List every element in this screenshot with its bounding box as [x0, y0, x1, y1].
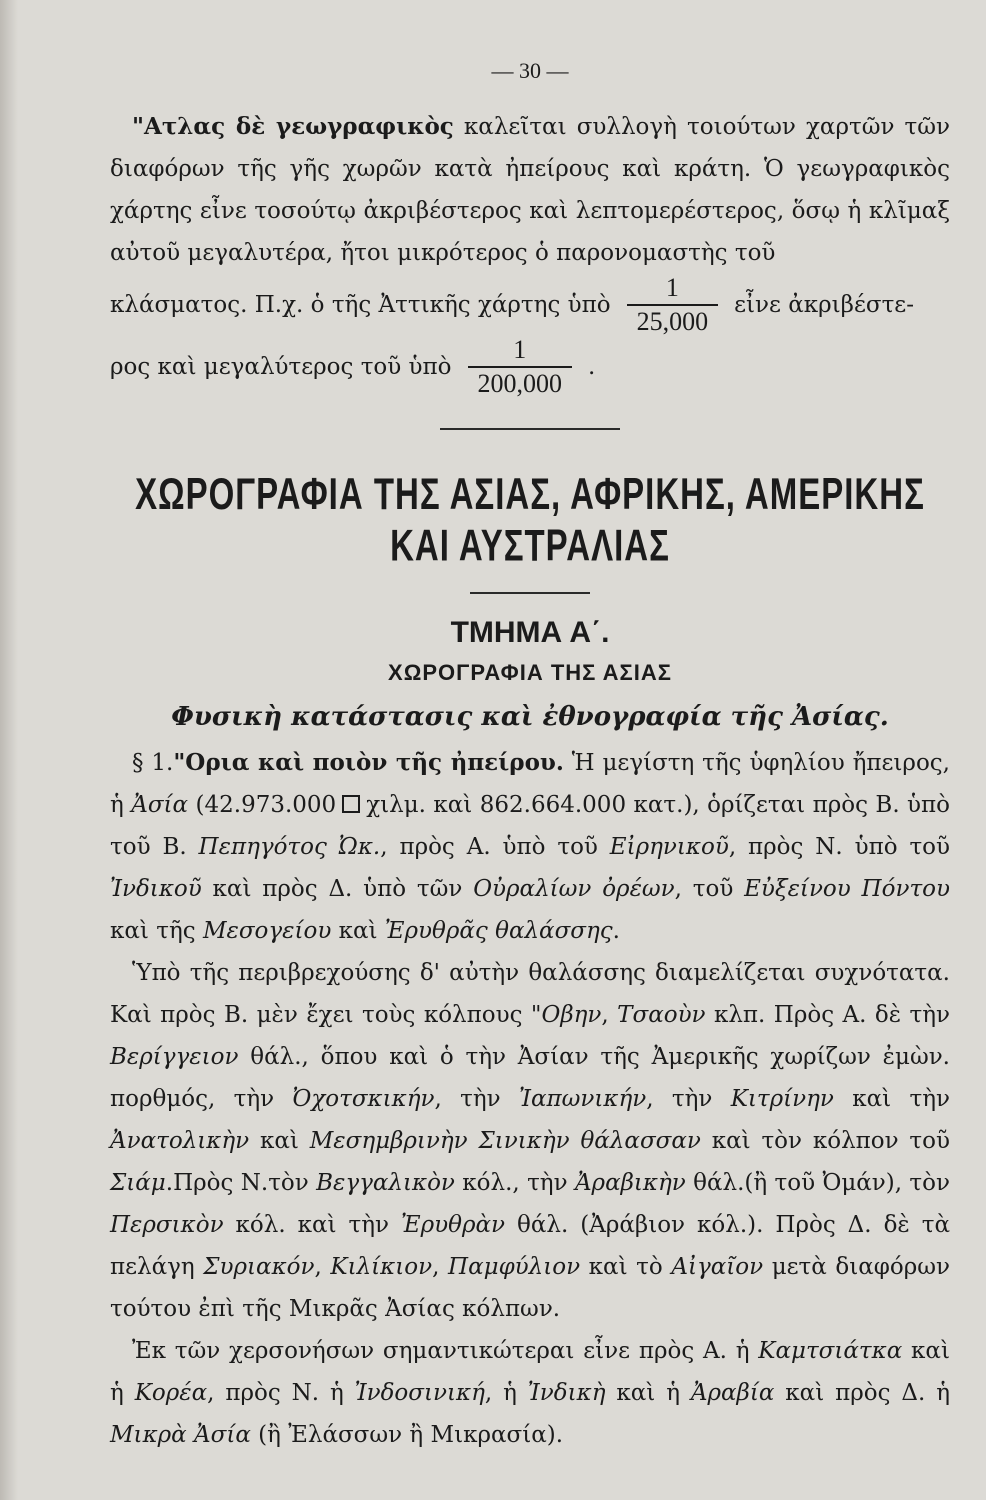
italic-run: Καμτσιάτκα: [758, 1338, 903, 1364]
text-run: καὶ τὴν: [833, 1086, 951, 1112]
fraction-a: [627, 274, 719, 336]
paragraph-3: [110, 1330, 950, 1456]
italic-run: Ὠκ.: [338, 834, 381, 860]
text-run: καὶ: [249, 1128, 310, 1154]
italic-run: Ἐρυθρᾶς θαλάσσης: [384, 918, 613, 944]
text-run: καὶ: [331, 918, 385, 944]
text-run: καὶ τὸ: [580, 1254, 672, 1280]
text-run: , πρὸς Ν. ἡ: [207, 1380, 355, 1406]
text-run: κλπ. Πρὸς Α. δὲ τὴν: [705, 1002, 950, 1028]
italic-run: Μεσογείου: [202, 918, 332, 944]
text-run: ,: [432, 1254, 449, 1280]
page-content: [110, 58, 950, 1456]
text-run: κόλ., τὴν: [454, 1170, 575, 1196]
page-edge-shadow: [0, 0, 18, 1500]
text-run: Ἐκ τῶν χερσονήσων σημαντικώτεραι εἶνε πρὸς Α. ἡ: [132, 1338, 759, 1364]
italic-run: Μικρὰ Ἀσία: [110, 1422, 251, 1448]
italic-run: Αἰγαῖον: [671, 1254, 764, 1280]
fraction-a-suffix: εἶνε ἀκριβέστε-: [734, 292, 914, 318]
italic-run: Κορέα: [134, 1380, 208, 1406]
fraction-b: [468, 336, 573, 398]
text-run: Ἡ μεγίστη τῆς ὑφηλίου ἤπειρος, ἡ: [110, 750, 950, 818]
text-run: [327, 834, 339, 860]
italic-run: Ἰνδικὴ: [527, 1380, 606, 1406]
italic-run: Ἀραβικὴν: [574, 1170, 686, 1196]
fraction-a-numerator: 1: [665, 273, 679, 302]
text-run: ,: [601, 1002, 618, 1028]
text-run: (42.973.000: [188, 792, 337, 818]
text-run: καὶ ἡ: [605, 1380, 691, 1406]
italic-run: Οὐραλίων ὀρέων: [473, 876, 675, 902]
italic-run: Τσαοὺν: [617, 1002, 706, 1028]
atlas-term: "Ατλας δὲ γεωγραφικὸς: [132, 113, 454, 140]
italic-run: Συριακόν: [203, 1254, 315, 1280]
fraction-b-denominator: 200,000: [468, 366, 573, 398]
italic-run: Ἰνδικοῦ: [110, 876, 202, 902]
text-run: καὶ τὸν κόλπον τοῦ: [700, 1128, 950, 1154]
intro-paragraph: [110, 106, 950, 274]
italic-run: Ἀραβία: [690, 1380, 775, 1406]
square-symbol-icon: [342, 795, 360, 813]
divider-rule-middle: [470, 592, 590, 594]
italic-run: Ἀνατολικὴν: [110, 1128, 250, 1154]
italic-run: Παμφύλιον: [448, 1254, 581, 1280]
italic-run: Βεγγαλικὸν: [316, 1170, 455, 1196]
italic-run: Περσικὸν: [110, 1212, 224, 1238]
paragraph-1-heading: "Ορια καὶ ποιὸν τῆς ἠπείρου.: [173, 749, 564, 776]
subsection-title: ΧΩΡΟΓΡΑΦΙΑ ΤΗΣ ΑΣΙΑΣ: [388, 660, 672, 685]
italic-run: Ἐρυθρὰν: [401, 1212, 506, 1238]
intro-text: καλεῖται συλλογὴ τοιούτων χαρτῶν τῶν διαφόρων τῆς γῆς χωρῶν κατὰ ἠπείρους καὶ κράτη. Ὁ γεωγραφικὸς χάρτης εἶνε τοσούτῳ ἀκριβέστερος καὶ λεπτομερέστερος, ὅσῳ ἡ κλῖμαξ αὐτοῦ μεγαλυτέρα, ἤτοι μικρότερος ὁ παρονομαστὴς τοῦ: [110, 114, 950, 266]
text-run: , πρὸς Α. ὑπὸ τοῦ: [380, 834, 610, 860]
fraction-b-numerator: 1: [513, 335, 527, 364]
text-run: καὶ πρὸς Δ. ὑπὸ τῶν: [201, 876, 474, 902]
italic-run: Ἰαπωνικήν: [518, 1086, 647, 1112]
italic-run: Κιλίκιον: [330, 1254, 433, 1280]
fraction-a-prefix: κλάσματος. Π.χ. ὁ τῆς Ἀττικῆς χάρτης ὑπὸ: [110, 292, 611, 318]
text-run: ,: [314, 1254, 331, 1280]
italic-run: Εὐξείνου Πόντου: [744, 876, 950, 902]
fraction-a-denominator: 25,000: [627, 304, 719, 336]
text-run: (ἢ Ἐλάσσων ἢ Μικρασία).: [250, 1422, 564, 1448]
italic-run: Πεπηγότος: [198, 834, 327, 860]
text-run: , τοῦ: [674, 876, 745, 902]
page-number: — 30 —: [491, 58, 569, 83]
text-run: θάλ.(ἢ τοῦ Ὀμάν), τὸν: [685, 1170, 950, 1196]
italic-run: Σιάμ: [110, 1170, 166, 1196]
italic-run: Εἰρηνικοῦ: [609, 834, 729, 860]
text-run: θάλ., ὅπου καὶ ὁ τὴν Ἀσίαν τῆς Ἀμερικῆς χωρίζων ἐμὼν. πορθμός, τὴν: [110, 1044, 950, 1112]
text-run: μετὰ διαφόρων τούτου ἐπὶ τῆς Μικρᾶς Ἀσίας κόλπων.: [110, 1254, 951, 1322]
italic-run: Ἀσία: [131, 792, 189, 818]
text-run: , τὴν: [434, 1086, 519, 1112]
text-run: χιλμ. καὶ 862.664.000 κατ.), ὁρίζεται πρὸς Β. ὑπὸ τοῦ Β.: [110, 792, 950, 860]
text-run: κόλ. καὶ τὴν: [223, 1212, 402, 1238]
text-run: Ὑπὸ τῆς περιβρεχούσης δ' αὐτὴν θαλάσσης διαμελίζεται συχνότατα. Καὶ πρὸς Β. μὲν ἔχει τοὺς κόλπους: [110, 960, 950, 1028]
text-run: .: [612, 918, 620, 944]
section-title: ΤΜΗΜΑ Α΄.: [450, 616, 610, 649]
paragraph-2: [110, 952, 950, 1330]
text-run: καὶ ἡ: [110, 1338, 950, 1406]
fraction-b-prefix: ρος καὶ μεγαλύτερος τοῦ ὑπὸ: [110, 354, 452, 380]
fraction-b-suffix: .: [588, 354, 596, 380]
text-run: θάλ. (Ἀράβιον κόλ.). Πρὸς Δ. δὲ τὰ πελάγη: [110, 1212, 951, 1280]
italic-run: Μεσημβρινὴν Σινικὴν θάλασσαν: [309, 1128, 701, 1154]
text-run: καὶ πρὸς Δ. ἡ: [774, 1380, 950, 1406]
main-headline: ΧΩΡΟΓΡΑΦΙΑ ΤΗΣ ΑΣΙΑΣ, ΑΦΡΙΚΗΣ, ΑΜΕΡΙΚΗΣ ΚΑΙ ΑΥΣΤΡΑΛΙΑΣ: [135, 468, 925, 570]
italic-run: Ἰνδοσινική: [354, 1380, 485, 1406]
text-run: , τὴν: [646, 1086, 731, 1112]
fraction-line-b: [110, 336, 950, 398]
section-mark: § 1.: [132, 750, 174, 776]
italic-run: Κιτρίνην: [730, 1086, 834, 1112]
fraction-line-a: [110, 274, 950, 336]
text-run: , πρὸς Ν. ὑπὸ τοῦ: [728, 834, 950, 860]
text-run: , ἡ: [484, 1380, 528, 1406]
divider-rule-top: [440, 428, 620, 430]
chapter-title: Φυσικὴ κατάστασις καὶ ἐθνογραφία τῆς Ἀσίας.: [171, 702, 889, 732]
text-run: .Πρὸς Ν.τὸν: [165, 1170, 317, 1196]
paragraph-1: [110, 742, 950, 952]
italic-run: "Οβην: [530, 1002, 602, 1028]
text-run: καὶ τῆς: [110, 918, 203, 944]
italic-run: Βερίγγειον: [110, 1044, 239, 1070]
italic-run: Ὀχοτσκικήν: [292, 1086, 435, 1112]
